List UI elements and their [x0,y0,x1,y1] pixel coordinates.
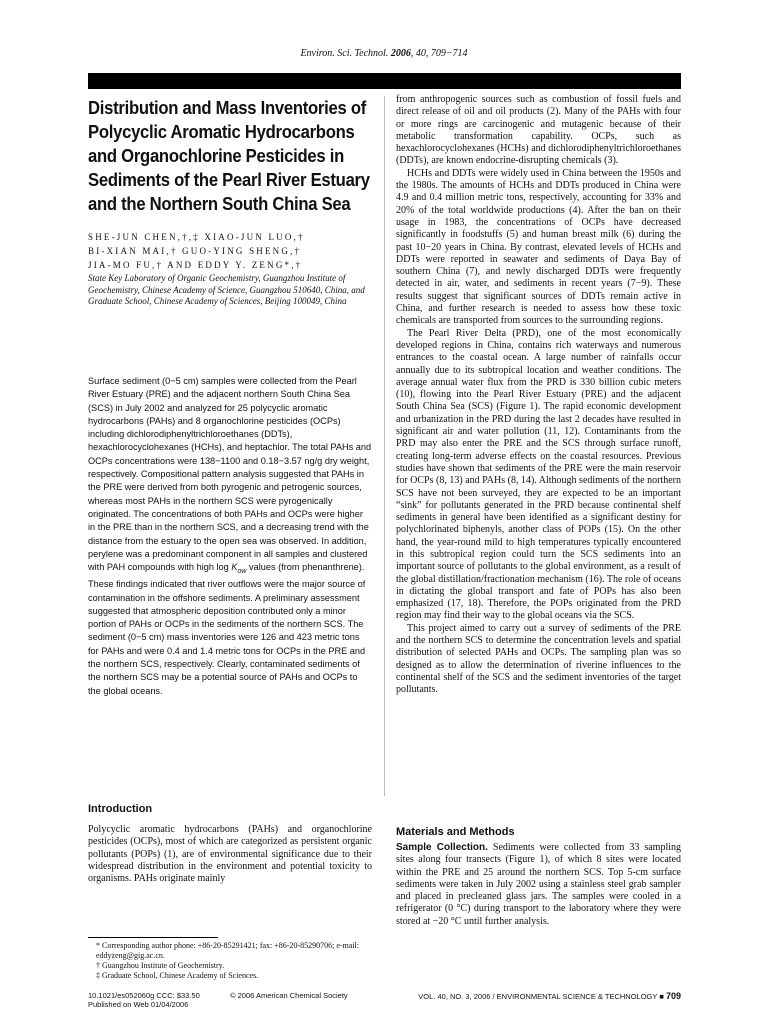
footer-issue: VOL. 40, NO. 3, 2006 / ENVIRONMENTAL SCIENCE & TECHNOLOGY [418,992,658,1001]
footnote-rule [88,937,218,938]
right-paragraph-2: HCHs and DDTs were widely used in China between the 1950s and the 1980s. The amounts of HCHs and DDTs produced in China were 4.9 and 0.4 million metric tons, respectively, accounting for 33% and 20% of the total worldwide productions (4). After the ban on their usage in 1983, the concentrations of OCPs have decreased significantly in foodstuffs (5) and human breast milk (6) during the past 10−20 years in China. By contrast, elevated levels of HCHs and DDTs were reported in seawater and sediments of Daya Bay of southern China (7), and newly discharged DDTs were frequently detected in air, water, and sediments in recent years (7−9). These results suggest that significant sources of DDTs remain active in China, and further research is needed to assess how these toxic chemicals are transported from sources to the surrounding regions. [396,167,681,327]
sample-collection-text: Sediments were collected from 33 sampling sites along four transects (Figure 1), of which 8 sites were located within the PRE and 25 around the northern SCS. Top 5-cm surface sediments were taken in July 2002 using a stainless steel grab sampler and placed in precleaned glass jars. The samples were cooled in a refrigerator (0 °C) during transport to the laboratory where they were stored at −20 °C until further analysis. [396,842,681,927]
footer-copyright: © 2006 American Chemical Society [230,991,348,1000]
right-paragraph-1: from anthropogenic sources such as combustion of fossil fuels and direct release of oil and oil products (2). Many of the PAHs with four or more rings are carcinogenic and mutagenic because of their metabolic transformation capability. OCPs, such as hexachlorocyclohexanes (HCHs) and dichlorodiphenyltrichloroethanes (DDTs), are known endocrine-disrupting chemicals (3). [396,94,681,167]
author-line-3: JIA-MO FU,† AND EDDY Y. ZENG*,† [88,260,303,270]
introduction-heading: Introduction [88,803,153,815]
abstract-k: K [231,562,238,573]
abstract-ow: ow [237,567,247,575]
journal-year: 2006 [390,48,411,59]
journal-volume: 40 [415,48,426,59]
footnote-dagger: † Guangzhou Institute of Geochemistry. [96,961,225,970]
introduction-paragraph: Polycyclic aromatic hydrocarbons (PAHs) and organochlorine pesticides (OCPs), most of which are categorized as persistent organic pollutants (POPs) (1), are of environmental significance due to their widespread distribution in the environment and potential toxicity to organisms. PAHs originate mainly [88,824,372,885]
article-title: Distribution and Mass Inventories of Polycyclic Aromatic Hydrocarbons and Organochlorine Pesticides in Sediments of the Pearl River Estuary and the Northern South China Sea [88,97,370,214]
footer-issue-block: VOL. 40, NO. 3, 2006 / ENVIRONMENTAL SCIENCE & TECHNOLOGY ■ 709 [418,991,681,1001]
author-line-2: BI-XIAN MAI,† GUO-YING SHENG,† [88,246,302,256]
right-paragraph-3: The Pearl River Delta (PRD), one of the most economically developed regions in China, contains rich waterways and numerous entrances to the coastal ocean. A large number of rainfalls occur annually due to its subtropical location and weather conditions. The average annual water flux from the PRD is 330 billion cubic meters (10), flowing into the Pearl River Estuary (PRE) and the adjacent South China Sea (SCS) (Figure 1). The rapid economic development and urbanization in the PRD during the last 2 decades have resulted in significant air and water pollution (11, 12). Contaminants from the PRD may also enter the PRE and the SCS through surface runoff, creating long-term adverse effects on the coastal resources. Previous studies have shown that sediments of the PRE were the main reservoir for OCPs (8, 13) and PAHs (8, 14). Although sediments of the northern SCS have not been surveyed, they are expected to be an important “sink” for pollutants generated in the PRD because continental shelf sediments in general have been identified as a significant destiny for polychlorinated biphenyls, another class of POPs (15). On the other hand, the year-round mild to high temperatures typically encountered in this subtropical region could turn the SCS sediments into an important source of pollutants to the global environment, as a result of the global distillation/fractionation mechanism (16). The role of oceans in dictating the global transport and fate of POPs has also been emphasized (17, 18). Therefore, the POPs originated from the PRD region may find their way to the global oceans via the SCS. [396,327,682,622]
abstract [88,375,372,698]
left-column [88,96,372,308]
footer-published: Published on Web 01/04/2006 [88,1000,189,1009]
footer-doi: 10.1021/es052060g CCC: $33.50 [88,991,200,1000]
sample-collection-paragraph [396,842,681,928]
journal-name: Environ. Sci. Technol. [300,48,389,59]
journal-header: Environ. Sci. Technol. 2006, 40, 709−714 [300,48,468,59]
right-paragraph-4: This project aimed to carry out a survey of sediments of the PRE and the northern SCS to determine the concentration levels and spatial distribution of selected PAHs and OCPs. The sampling plan was so designed as to allow the determination of riverine influences to the continental shelf of the SCS and the sediment inventories of the target pollutants. [396,622,681,696]
abstract-part-2: values (from phenanthrene). These findings indicated that river outflows were the major source of contamination in the offshore sediments. A preliminary assessment suggested that atmospheric deposition contributed only a minor portion of PAHs or OCPs in the sediments of the northern SCS. The sediment (0−5 cm) mass inventories were 126 and 423 metric tons for PAHs and were 0.4 and 1.4 metric tons for OCPs in the PRE and the northern SCS, respectively. Clearly, contaminated sediments of the northern SCS may be a potential source of PAHs and OCPs to the global oceans. [88,562,366,696]
header-bar [88,73,681,89]
footer-doi-block [88,991,200,1009]
footer-page-number: 709 [665,991,681,1001]
right-column [396,94,681,697]
footnotes [88,937,372,981]
column-divider [384,96,385,796]
materials-methods-heading: Materials and Methods [396,826,515,838]
sample-collection-subheading: Sample Collection. [396,842,488,853]
footnote-corresponding: * Corresponding author phone: +86-20-85291421; fax: +86-20-85290706; e-mail: eddyzeng@gig.ac.cn. [96,941,359,960]
journal-pages: 709−714 [430,48,468,59]
author-line-1: SHE-JUN CHEN,†,‡ XIAO-JUN LUO,† [88,232,305,242]
affiliation: State Key Laboratory of Organic Geochemistry, Guangzhou Institute of Geochemistry, Chinese Academy of Science, Guangzhou 510640, China, and Graduate School, Chinese Academy of Sciences, Beijing 100049, China [88,273,365,306]
footnote-ddagger: ‡ Graduate School, Chinese Academy of Sciences. [96,971,259,980]
abstract-part-1: Surface sediment (0−5 cm) samples were collected from the Pearl River Estuary (PRE) and the adjacent northern South China Sea (SCS) in July 2002 and analyzed for 25 polycyclic aromatic hydrocarbons (PAHs) and 8 organochlorine pesticides (OCPs) including dichlorodiphenyltrichloroethanes (DDTs), hexachlorocyclohexanes (HCHs), and heptachlor. The total PAHs and OCPs concentrations were 138−1100 and 0.18−3.57 ng/g dry weight, respectively. Compositional pattern analysis suggested that PAHs in the PRE were derived from both pyrogenic and petrogenic sources, whereas most PAHs in the northern SCS were pyrogenically originated. The concentrations of both PAHs and OCPs were higher in the PRE than in the northern SCS, and a decreasing trend with the distance from the estuary to the open sea was observed. In addition, perylene was a predominant component in all samples and clustered with PAH compounds with high log [88,376,372,573]
